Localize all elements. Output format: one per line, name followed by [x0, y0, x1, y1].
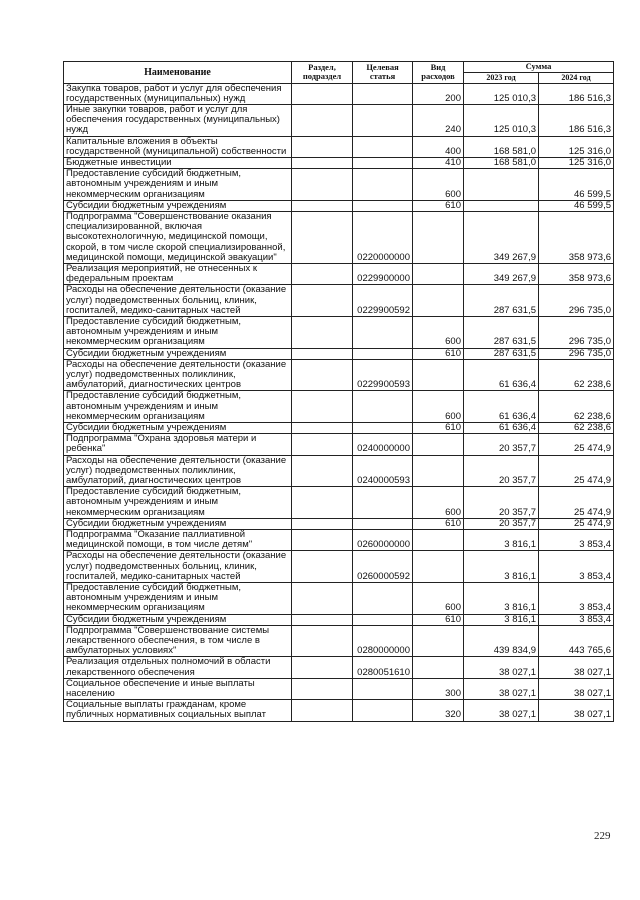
row-sum-2023: 61 636,4: [464, 423, 539, 434]
row-name: Предоставление субсидий бюджетным, автономным учреждениям и иным некоммерческим организациям: [64, 487, 292, 519]
row-target: 0229900593: [353, 359, 413, 391]
row-sum-2024: 25 474,9: [539, 434, 614, 455]
row-section: [292, 700, 353, 721]
row-target: 0220000000: [353, 211, 413, 263]
table-row: [64, 625, 614, 657]
row-sum-2024: 25 474,9: [539, 487, 614, 519]
row-target: [353, 614, 413, 625]
table-row: [64, 530, 614, 551]
row-target: 0280000000: [353, 625, 413, 657]
row-sum-2023: 287 631,5: [464, 285, 539, 317]
row-section: [292, 348, 353, 359]
row-section: [292, 551, 353, 583]
row-section: [292, 455, 353, 487]
row-expense-type: [413, 530, 464, 551]
row-sum-2023: 287 631,5: [464, 316, 539, 348]
table-row: [64, 157, 614, 168]
row-sum-2023: [464, 200, 539, 211]
row-expense-type: 240: [413, 104, 464, 136]
table-row: [64, 434, 614, 455]
row-name: Предоставление субсидий бюджетным, автономным учреждениям и иным некоммерческим организациям: [64, 583, 292, 615]
row-target: 0240000593: [353, 455, 413, 487]
row-section: [292, 434, 353, 455]
row-sum-2023: 20 357,7: [464, 487, 539, 519]
header-sum: Сумма: [464, 62, 614, 73]
row-section: [292, 83, 353, 104]
row-sum-2024: 25 474,9: [539, 455, 614, 487]
row-sum-2023: 3 816,1: [464, 614, 539, 625]
row-target: [353, 518, 413, 529]
row-section: [292, 678, 353, 699]
row-section: [292, 657, 353, 678]
row-sum-2024: 296 735,0: [539, 285, 614, 317]
table-row: [64, 487, 614, 519]
row-name: Подпрограмма "Совершенствование системы лекарственного обеспечения, в том числе в амбулаторных условиях": [64, 625, 292, 657]
row-section: [292, 263, 353, 284]
row-name: Предоставление субсидий бюджетным, автономным учреждениям и иным некоммерческим организациям: [64, 316, 292, 348]
row-sum-2023: 3 816,1: [464, 551, 539, 583]
table-row: [64, 455, 614, 487]
row-sum-2024: 62 238,6: [539, 391, 614, 423]
table-row: [64, 551, 614, 583]
row-sum-2023: 20 357,7: [464, 434, 539, 455]
row-expense-type: 600: [413, 583, 464, 615]
row-expense-type: [413, 263, 464, 284]
row-section: [292, 518, 353, 529]
row-expense-type: [413, 211, 464, 263]
row-expense-type: 600: [413, 487, 464, 519]
row-sum-2023: 125 010,3: [464, 104, 539, 136]
row-sum-2024: 125 316,0: [539, 136, 614, 157]
table-row: [64, 423, 614, 434]
row-sum-2023: 125 010,3: [464, 83, 539, 104]
row-expense-type: [413, 551, 464, 583]
row-target: [353, 200, 413, 211]
row-expense-type: 600: [413, 391, 464, 423]
row-expense-type: 200: [413, 83, 464, 104]
row-sum-2024: 3 853,4: [539, 614, 614, 625]
row-target: [353, 136, 413, 157]
row-sum-2024: 38 027,1: [539, 678, 614, 699]
row-name: Субсидии бюджетным учреждениям: [64, 518, 292, 529]
row-target: [353, 83, 413, 104]
row-target: 0229900592: [353, 285, 413, 317]
row-sum-2023: 439 834,9: [464, 625, 539, 657]
row-target: 0260000000: [353, 530, 413, 551]
row-sum-2023: 61 636,4: [464, 359, 539, 391]
row-sum-2024: 186 516,3: [539, 104, 614, 136]
row-sum-2023: [464, 169, 539, 201]
header-name: Наименование: [64, 62, 292, 84]
row-sum-2023: 38 027,1: [464, 657, 539, 678]
row-sum-2024: 296 735,0: [539, 348, 614, 359]
row-sum-2023: 168 581,0: [464, 157, 539, 168]
row-name: Расходы на обеспечение деятельности (оказание услуг) подведомственных поликлиник, амбулаторий, диагностических центров: [64, 455, 292, 487]
header-year-2024: 2024 год: [539, 73, 614, 84]
row-section: [292, 157, 353, 168]
row-section: [292, 169, 353, 201]
table-row: [64, 316, 614, 348]
row-target: [353, 104, 413, 136]
row-section: [292, 614, 353, 625]
row-sum-2023: 61 636,4: [464, 391, 539, 423]
row-name: Субсидии бюджетным учреждениям: [64, 200, 292, 211]
row-section: [292, 359, 353, 391]
row-expense-type: [413, 434, 464, 455]
row-sum-2024: 358 973,6: [539, 211, 614, 263]
row-name: Реализация отдельных полномочий в области лекарственного обеспечения: [64, 657, 292, 678]
row-target: 0229900000: [353, 263, 413, 284]
table-row: [64, 657, 614, 678]
table-row: [64, 614, 614, 625]
table-row: [64, 104, 614, 136]
row-name: Бюджетные инвестиции: [64, 157, 292, 168]
row-name: Социальное обеспечение и иные выплаты населению: [64, 678, 292, 699]
row-section: [292, 487, 353, 519]
row-sum-2024: 3 853,4: [539, 583, 614, 615]
row-name: Подпрограмма "Совершенствование оказания специализированной, включая высокотехнологичную, медицинской помощи, скорой, в том числе скорой специализированной, медицинской помощи, медицинской эвакуации": [64, 211, 292, 263]
row-section: [292, 211, 353, 263]
row-expense-type: [413, 359, 464, 391]
row-name: Иные закупки товаров, работ и услуг для обеспечения государственных (муниципальных) нужд: [64, 104, 292, 136]
row-expense-type: [413, 455, 464, 487]
row-sum-2023: 168 581,0: [464, 136, 539, 157]
header-year-2023: 2023 год: [464, 73, 539, 84]
table-row: [64, 359, 614, 391]
row-sum-2024: 46 599,5: [539, 169, 614, 201]
row-sum-2024: 25 474,9: [539, 518, 614, 529]
row-section: [292, 285, 353, 317]
row-sum-2024: 38 027,1: [539, 657, 614, 678]
row-target: [353, 391, 413, 423]
row-expense-type: 600: [413, 169, 464, 201]
row-name: Предоставление субсидий бюджетным, автономным учреждениям и иным некоммерческим организациям: [64, 169, 292, 201]
row-section: [292, 316, 353, 348]
row-sum-2023: 3 816,1: [464, 530, 539, 551]
row-sum-2024: 62 238,6: [539, 423, 614, 434]
row-target: [353, 583, 413, 615]
row-target: 0240000000: [353, 434, 413, 455]
row-target: [353, 678, 413, 699]
row-sum-2024: 3 853,4: [539, 551, 614, 583]
row-expense-type: 320: [413, 700, 464, 721]
row-name: Расходы на обеспечение деятельности (оказание услуг) подведомственных поликлиник, амбулаторий, диагностических центров: [64, 359, 292, 391]
row-sum-2023: 38 027,1: [464, 678, 539, 699]
table-row: [64, 348, 614, 359]
row-expense-type: [413, 657, 464, 678]
row-target: [353, 169, 413, 201]
row-sum-2023: 349 267,9: [464, 211, 539, 263]
row-sum-2024: 358 973,6: [539, 263, 614, 284]
row-expense-type: 610: [413, 348, 464, 359]
row-sum-2023: 287 631,5: [464, 348, 539, 359]
row-expense-type: 610: [413, 518, 464, 529]
row-sum-2024: 125 316,0: [539, 157, 614, 168]
row-expense-type: 300: [413, 678, 464, 699]
row-name: Капитальные вложения в объекты государственной (муниципальной) собственности: [64, 136, 292, 157]
row-section: [292, 530, 353, 551]
row-sum-2024: 296 735,0: [539, 316, 614, 348]
row-section: [292, 200, 353, 211]
table-row: [64, 83, 614, 104]
row-sum-2023: 3 816,1: [464, 583, 539, 615]
row-target: 0260000592: [353, 551, 413, 583]
row-sum-2024: 38 027,1: [539, 700, 614, 721]
row-sum-2024: 3 853,4: [539, 530, 614, 551]
row-name: Субсидии бюджетным учреждениям: [64, 614, 292, 625]
table-body: [64, 83, 614, 721]
row-sum-2024: 186 516,3: [539, 83, 614, 104]
table-row: [64, 263, 614, 284]
header-target: Целевая статья: [353, 62, 413, 84]
row-sum-2023: 349 267,9: [464, 263, 539, 284]
budget-table: [63, 61, 614, 722]
table-row: [64, 700, 614, 721]
row-expense-type: [413, 625, 464, 657]
row-sum-2024: 46 599,5: [539, 200, 614, 211]
row-expense-type: 410: [413, 157, 464, 168]
table-row: [64, 678, 614, 699]
row-target: [353, 423, 413, 434]
row-expense-type: 610: [413, 423, 464, 434]
row-sum-2023: 20 357,7: [464, 455, 539, 487]
row-target: [353, 487, 413, 519]
table-row: [64, 285, 614, 317]
row-sum-2024: 443 765,6: [539, 625, 614, 657]
header-expense-type: Вид расходов: [413, 62, 464, 84]
row-section: [292, 625, 353, 657]
row-name: Реализация мероприятий, не отнесенных к федеральным проектам: [64, 263, 292, 284]
row-expense-type: 610: [413, 614, 464, 625]
row-target: 0280051610: [353, 657, 413, 678]
table-row: [64, 391, 614, 423]
row-name: Подпрограмма "Охрана здоровья матери и ребенка": [64, 434, 292, 455]
row-section: [292, 136, 353, 157]
row-name: Расходы на обеспечение деятельности (оказание услуг) подведомственных больниц, клиник, госпиталей, медико-санитарных частей: [64, 551, 292, 583]
row-target: [353, 348, 413, 359]
row-name: Предоставление субсидий бюджетным, автономным учреждениям и иным некоммерческим организациям: [64, 391, 292, 423]
header-section: Раздел, подраздел: [292, 62, 353, 84]
table-row: [64, 583, 614, 615]
table-row: [64, 169, 614, 201]
page-number: 229: [594, 830, 611, 842]
table-row: [64, 518, 614, 529]
row-section: [292, 391, 353, 423]
row-target: [353, 316, 413, 348]
row-name: Закупка товаров, работ и услуг для обеспечения государственных (муниципальных) нужд: [64, 83, 292, 104]
row-expense-type: 610: [413, 200, 464, 211]
row-expense-type: [413, 285, 464, 317]
row-section: [292, 583, 353, 615]
row-section: [292, 423, 353, 434]
row-target: [353, 157, 413, 168]
table-row: [64, 211, 614, 263]
row-name: Субсидии бюджетным учреждениям: [64, 348, 292, 359]
row-name: Субсидии бюджетным учреждениям: [64, 423, 292, 434]
row-expense-type: 400: [413, 136, 464, 157]
row-name: Социальные выплаты гражданам, кроме публичных нормативных социальных выплат: [64, 700, 292, 721]
row-sum-2023: 38 027,1: [464, 700, 539, 721]
row-name: Расходы на обеспечение деятельности (оказание услуг) подведомственных больниц, клиник, госпиталей, медико-санитарных частей: [64, 285, 292, 317]
table-row: [64, 200, 614, 211]
row-section: [292, 104, 353, 136]
table-row: [64, 136, 614, 157]
row-target: [353, 700, 413, 721]
row-sum-2023: 20 357,7: [464, 518, 539, 529]
row-sum-2024: 62 238,6: [539, 359, 614, 391]
row-expense-type: 600: [413, 316, 464, 348]
row-name: Подпрограмма "Оказание паллиативной медицинской помощи, в том числе детям": [64, 530, 292, 551]
